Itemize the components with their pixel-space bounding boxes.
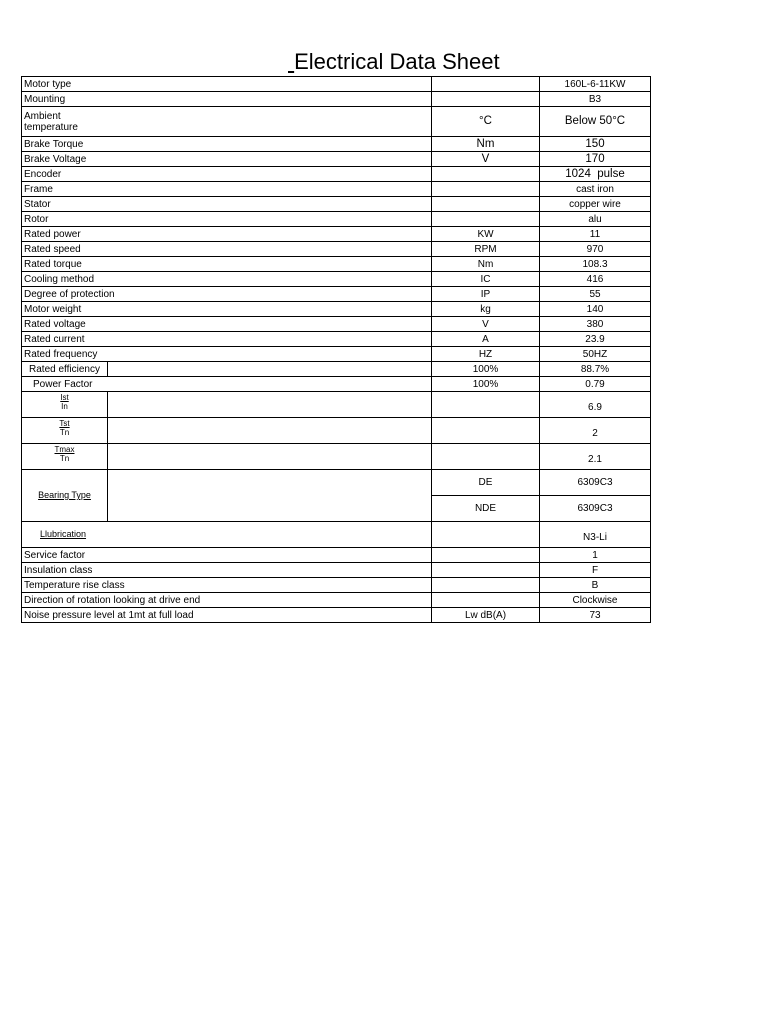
table-row	[22, 287, 651, 302]
table-row	[22, 182, 651, 197]
row-value: 73	[540, 608, 651, 623]
table-row	[22, 548, 651, 563]
row-value: 170	[540, 152, 651, 167]
table-row	[22, 347, 651, 362]
row-unit	[432, 167, 540, 182]
row-blank	[108, 392, 432, 418]
table-row	[22, 392, 651, 418]
bearing-label	[22, 470, 108, 522]
row-label: Rated voltage	[22, 317, 432, 332]
row-value: 6309C3	[540, 496, 651, 522]
row-unit: °C	[432, 107, 540, 137]
table-row	[22, 242, 651, 257]
row-value: 2	[540, 418, 651, 444]
row-value: B3	[540, 92, 651, 107]
table-row	[22, 92, 651, 107]
row-unit	[432, 392, 540, 418]
row-unit	[432, 548, 540, 563]
row-value: 50HZ	[540, 347, 651, 362]
ratio-label	[22, 444, 108, 470]
row-unit	[432, 522, 540, 548]
row-unit: DE	[432, 470, 540, 496]
table-row	[22, 77, 651, 92]
row-unit: V	[432, 317, 540, 332]
row-unit: Nm	[432, 137, 540, 152]
row-value: 160L-6-11KW	[540, 77, 651, 92]
table-row	[22, 167, 651, 182]
row-label	[22, 522, 432, 548]
row-unit	[432, 92, 540, 107]
ratio-denominator: Tn	[59, 428, 70, 437]
row-label: Motor type	[22, 77, 432, 92]
row-label-line: temperature	[24, 121, 78, 133]
table-row	[22, 578, 651, 593]
row-blank	[108, 444, 432, 470]
row-value: 11	[540, 227, 651, 242]
row-unit	[432, 212, 540, 227]
row-label	[22, 377, 432, 392]
lubrication-label: Llubrication	[40, 529, 87, 539]
row-label	[22, 107, 432, 137]
row-value: N3-Li	[540, 522, 651, 548]
row-unit: Nm	[432, 257, 540, 272]
row-value: 416	[540, 272, 651, 287]
row-value: 0.79	[540, 377, 651, 392]
row-label: Stator	[22, 197, 432, 212]
table-row	[22, 302, 651, 317]
row-label: Brake Torque	[22, 137, 432, 152]
row-unit	[432, 563, 540, 578]
row-label: Motor weight	[22, 302, 432, 317]
row-label: Brake Voltage	[22, 152, 432, 167]
row-blank	[108, 418, 432, 444]
row-value: 140	[540, 302, 651, 317]
table-row	[22, 563, 651, 578]
row-unit: kg	[432, 302, 540, 317]
row-unit: V	[432, 152, 540, 167]
row-unit: RPM	[432, 242, 540, 257]
ratio-numerator: Tmax	[54, 445, 75, 454]
table-row	[22, 522, 651, 548]
row-label: Rated power	[22, 227, 432, 242]
row-label: Rotor	[22, 212, 432, 227]
table-row	[22, 470, 651, 496]
row-value: 6309C3	[540, 470, 651, 496]
row-unit: A	[432, 332, 540, 347]
ratio-fraction	[55, 445, 75, 463]
row-value: 150	[540, 137, 651, 152]
row-unit: IP	[432, 287, 540, 302]
row-unit: HZ	[432, 347, 540, 362]
row-value: 1024 pulse	[540, 167, 651, 182]
row-value: 108.3	[540, 257, 651, 272]
row-value: Below 50°C	[540, 107, 651, 137]
row-label: Degree of protection	[22, 287, 432, 302]
table-row	[22, 444, 651, 470]
row-label: Rated torque	[22, 257, 432, 272]
row-label: Mounting	[22, 92, 432, 107]
row-label: Rated current	[22, 332, 432, 347]
ratio-label	[22, 418, 108, 444]
row-value: 55	[540, 287, 651, 302]
row-value: Clockwise	[540, 593, 651, 608]
ratio-fraction	[59, 419, 69, 437]
table-row	[22, 332, 651, 347]
row-label: Encoder	[22, 167, 432, 182]
row-label: Rated frequency	[22, 347, 432, 362]
row-label: Temperature rise class	[22, 578, 432, 593]
table-row	[22, 593, 651, 608]
row-label: Direction of rotation looking at drive end	[22, 593, 432, 608]
row-unit: Lw dB(A)	[432, 608, 540, 623]
row-unit: 100%	[432, 362, 540, 377]
row-label: Noise pressure level at 1mt at full load	[22, 608, 432, 623]
page-title	[288, 48, 548, 76]
data-sheet-table	[21, 76, 651, 623]
row-value: B	[540, 578, 651, 593]
row-value: 6.9	[540, 392, 651, 418]
table-row	[22, 317, 651, 332]
ratio-numerator: Ist	[60, 393, 69, 402]
row-unit	[432, 418, 540, 444]
table-row	[22, 137, 651, 152]
row-unit: KW	[432, 227, 540, 242]
row-unit	[432, 444, 540, 470]
row-unit	[432, 77, 540, 92]
row-value: 23.9	[540, 332, 651, 347]
row-unit: IC	[432, 272, 540, 287]
table-row	[22, 227, 651, 242]
row-label: Insulation class	[22, 563, 432, 578]
ratio-fraction	[60, 393, 68, 411]
row-label-line: Ambient	[24, 110, 61, 122]
table-row	[22, 107, 651, 137]
row-value: copper wire	[540, 197, 651, 212]
row-label: Rated speed	[22, 242, 432, 257]
row-label: Service factor	[22, 548, 432, 563]
row-unit: NDE	[432, 496, 540, 522]
table-row	[22, 608, 651, 623]
row-value: 380	[540, 317, 651, 332]
table-row	[22, 152, 651, 167]
row-value: alu	[540, 212, 651, 227]
row-blank	[108, 470, 432, 522]
table-row	[22, 197, 651, 212]
table-row	[22, 377, 651, 392]
table-row	[22, 257, 651, 272]
ratio-denominator: Tn	[59, 454, 70, 463]
table-row	[22, 212, 651, 227]
row-unit	[432, 578, 540, 593]
table-row	[22, 418, 651, 444]
row-label: Cooling method	[22, 272, 432, 287]
table-row	[22, 272, 651, 287]
ratio-numerator: Tst	[59, 419, 70, 428]
table-row	[22, 362, 651, 377]
row-value: 2.1	[540, 444, 651, 470]
row-unit	[432, 197, 540, 212]
row-value: cast iron	[540, 182, 651, 197]
ratio-label	[22, 392, 108, 418]
row-value: F	[540, 563, 651, 578]
page-title-text: Electrical Data Sheet	[294, 49, 500, 74]
row-blank	[108, 362, 432, 377]
row-label: Rated efficiency	[22, 362, 108, 377]
row-label: Frame	[22, 182, 432, 197]
ratio-denominator: In	[61, 402, 68, 411]
bearing-label-text: Bearing Type	[38, 490, 91, 500]
row-value: 88.7%	[540, 362, 651, 377]
row-value: 1	[540, 548, 651, 563]
row-unit	[432, 593, 540, 608]
row-label-text: Power Factor	[33, 378, 93, 390]
row-value: 970	[540, 242, 651, 257]
row-unit	[432, 182, 540, 197]
row-unit: 100%	[432, 377, 540, 392]
